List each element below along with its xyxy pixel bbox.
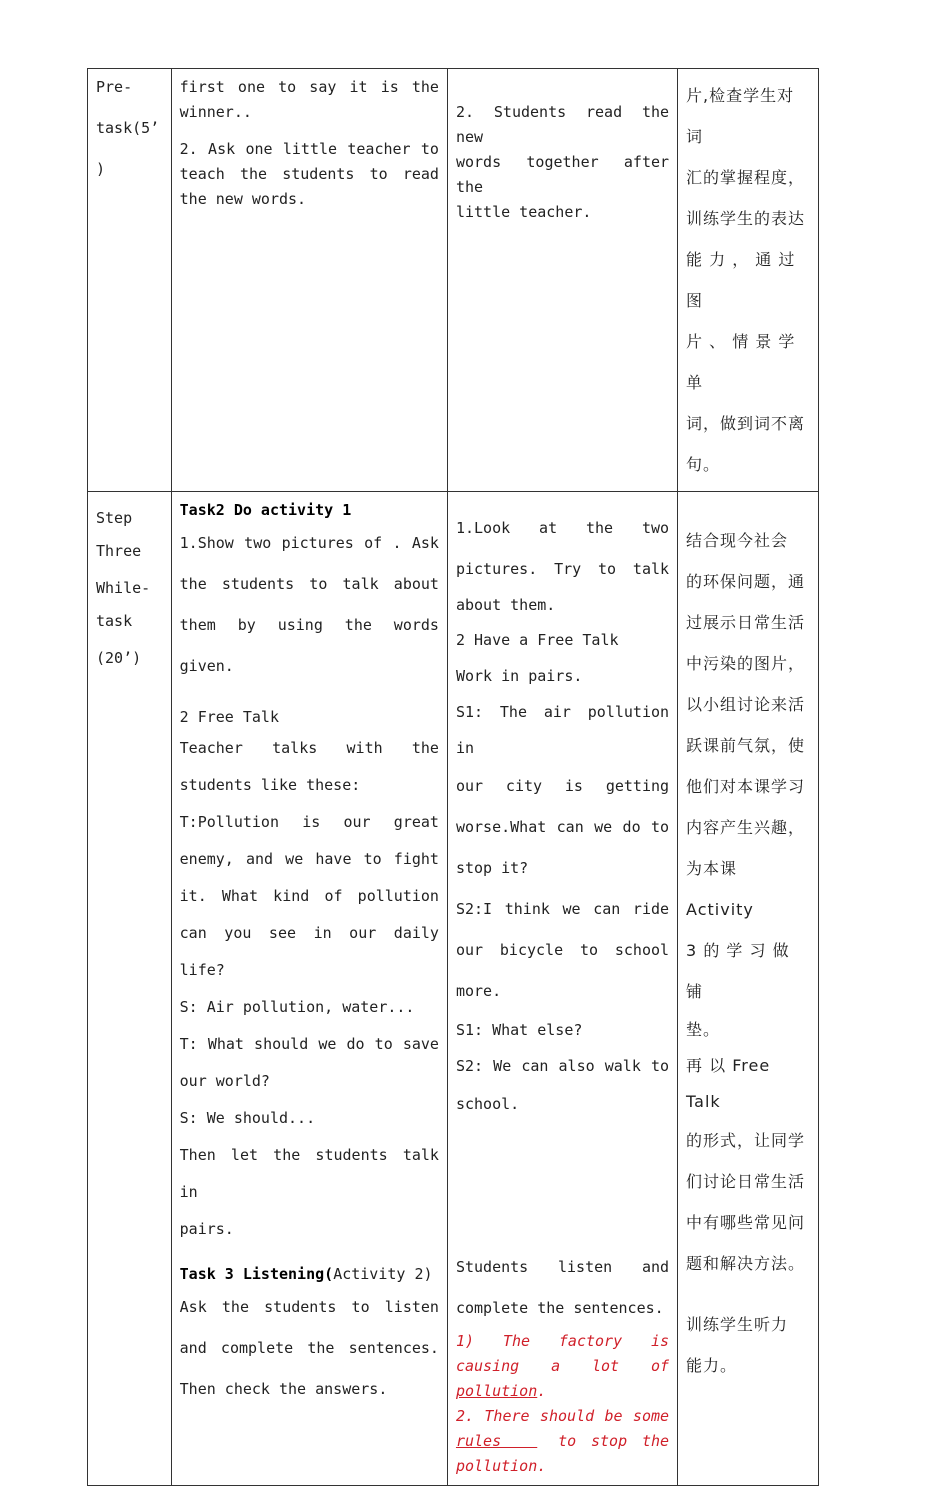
student-activity-cell xyxy=(447,69,677,492)
text-line: the students to talk about xyxy=(179,575,439,593)
text-line: Then check the answers. xyxy=(179,1380,388,1398)
text-line: T:Pollution is our great xyxy=(179,813,439,831)
text-line: 3 的 学 习 做 铺 xyxy=(686,941,790,1001)
text-line: worse.What can we do to xyxy=(455,818,670,836)
text-line: 2. Ask one little teacher to xyxy=(179,140,439,158)
text-line: Teacher talks with the xyxy=(179,739,439,757)
text-line: T: What should we do to save xyxy=(179,1035,439,1053)
text-line: 词，做到词不离 xyxy=(686,414,806,433)
task-heading: Task2 Do activity 1 xyxy=(179,501,352,519)
text-line: Work in pairs. xyxy=(455,667,583,685)
stage-text: While- xyxy=(96,579,151,597)
text-line: S2:I think we can ride xyxy=(455,900,670,918)
student-activity-cell xyxy=(447,492,677,1486)
text-line: 为本课 Activity xyxy=(686,859,754,919)
answer-line: . xyxy=(537,1382,547,1400)
text-line: our world? xyxy=(179,1072,270,1090)
stage-text: task(5’ xyxy=(96,119,160,137)
table-row xyxy=(88,69,819,492)
stage-cell xyxy=(88,492,172,1486)
text-line: 2 Have a Free Talk xyxy=(455,631,619,649)
text-line: stop it? xyxy=(455,859,529,877)
text-line: little teacher. xyxy=(455,203,592,221)
lesson-plan-table xyxy=(87,68,819,1486)
text-line: 句。 xyxy=(686,455,721,474)
text-line: 垫。 xyxy=(686,1020,721,1039)
stage-text: Three xyxy=(96,542,142,560)
text-line: 的环保问题，通 xyxy=(686,572,806,591)
stage-text: task xyxy=(96,612,133,630)
answer-line: pollution. xyxy=(455,1457,547,1475)
text-line: 中污染的图片， xyxy=(686,654,806,673)
text-line: our bicycle to school xyxy=(455,941,670,959)
answer-line: causing a lot of xyxy=(455,1357,670,1375)
stage-text: Step xyxy=(96,509,133,527)
text-line: 1.Look at the two xyxy=(455,519,670,537)
text-line: it. What kind of pollution xyxy=(179,887,439,905)
text-line: 训练学生听力 xyxy=(686,1315,789,1334)
text-line: given. xyxy=(179,657,234,675)
teacher-activity-cell xyxy=(171,69,447,492)
text-line: 片,检查学生对词 xyxy=(686,86,795,146)
text-line: 训练学生的表达 xyxy=(686,209,806,228)
text-line: 们讨论日常生活 xyxy=(686,1172,806,1191)
text-line: more. xyxy=(455,982,502,1000)
text-line: 以小组讨论来活 xyxy=(686,695,806,714)
text-line: words together after the xyxy=(455,153,670,196)
text-line: complete the sentences. xyxy=(455,1299,664,1317)
text-line: 他们对本课学习 xyxy=(686,777,806,796)
text-line: life? xyxy=(179,961,225,979)
text-line: Students listen and xyxy=(455,1258,670,1276)
text-line: teach the students to read xyxy=(179,165,439,183)
purpose-cell xyxy=(678,69,819,492)
text-line: students like these: xyxy=(179,776,361,794)
purpose-cell xyxy=(678,492,819,1486)
text-line: and complete the sentences. xyxy=(179,1339,439,1357)
answer-block xyxy=(456,1329,669,1479)
answer-line: 1) The factory is xyxy=(455,1332,670,1350)
text-line: our city is getting xyxy=(455,777,670,795)
text-line: 汇的掌握程度， xyxy=(686,168,806,187)
text-line: 片 、 情 景 学 单 xyxy=(686,332,796,392)
teacher-activity-cell xyxy=(171,492,447,1486)
text-line: 1.Show two pictures of . Ask xyxy=(179,534,439,552)
text-line: first one to say it is the xyxy=(179,78,439,96)
text-line: 2. Students read the new xyxy=(455,103,670,146)
text-line: pairs. xyxy=(179,1220,234,1238)
task-heading: Task 3 Listening( xyxy=(179,1265,334,1283)
text-line: S1: What else? xyxy=(455,1021,583,1039)
text-line: can you see in our daily xyxy=(179,924,439,942)
text-line: S: Air pollution, water... xyxy=(179,998,415,1016)
answer-line: 2. There should be some xyxy=(455,1407,670,1425)
text-line: 的形式，让同学 xyxy=(686,1131,806,1150)
text-line: 中有哪些常见问 xyxy=(686,1213,806,1232)
text-line: them by using the words xyxy=(179,616,439,634)
text-line: 再 以 Free Talk xyxy=(686,1056,771,1111)
text-line: Ask the students to listen xyxy=(179,1298,439,1316)
text-line: 能 力 ， 通 过 图 xyxy=(686,250,796,310)
text-line: 跃课前气氛，使 xyxy=(686,736,806,755)
stage-text: ) xyxy=(96,160,106,178)
section-heading: 2 Free Talk xyxy=(179,708,279,726)
text-line: enemy, and we have to fight xyxy=(179,850,439,868)
text-line: S1: The air pollution in xyxy=(455,703,670,757)
answer-line: to stop the xyxy=(543,1432,670,1450)
text-line: 过展示日常生活 xyxy=(686,613,806,632)
answer-blank: pollution xyxy=(455,1382,538,1400)
text-line: pictures. Try to talk xyxy=(455,560,670,578)
text-line: 内容产生兴趣， xyxy=(686,818,806,837)
text-line: winner.. xyxy=(179,103,252,121)
text-line: the new words. xyxy=(179,190,307,208)
text-line: S: We should... xyxy=(179,1109,316,1127)
text-line: Then let the students talk in xyxy=(179,1146,439,1201)
answer-blank: rules xyxy=(455,1432,538,1450)
stage-text: (20’) xyxy=(96,649,142,667)
text-line: school. xyxy=(455,1095,520,1113)
stage-cell xyxy=(88,69,172,492)
table-row xyxy=(88,492,819,1486)
text-line: about them. xyxy=(455,596,556,614)
task-heading-suffix: Activity 2) xyxy=(333,1265,433,1283)
text-line: 题和解决方法。 xyxy=(686,1254,806,1273)
text-line: 能力。 xyxy=(686,1356,738,1375)
stage-text: Pre- xyxy=(96,78,133,96)
text-line: 结合现今社会 xyxy=(686,531,789,550)
text-line: S2: We can also walk to xyxy=(455,1057,670,1075)
